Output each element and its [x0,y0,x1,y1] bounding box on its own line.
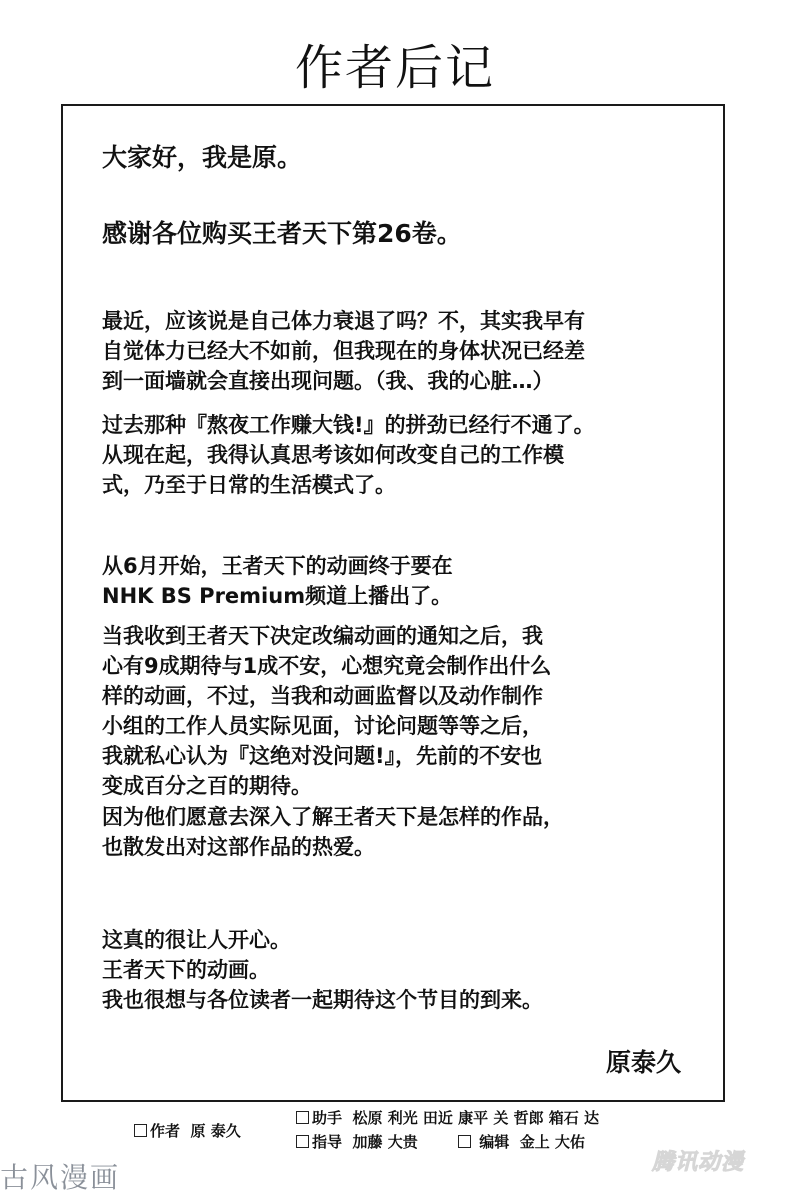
paragraph-2-line-1: 过去那种『熬夜工作赚大钱!』的拼劲已经行不通了。 [102,413,595,437]
checkbox-square-icon [134,1124,147,1137]
paragraph-1-line-1: 最近，应该说是自己体力衰退了吗？不，其实我早有 [102,309,585,333]
paragraph-4-line-5: 我就私心认为『这绝对没问题!』，先前的不安也 [102,744,543,768]
checkbox-square-icon [458,1135,471,1148]
thanks-line: 感谢各位购买王者天下第26卷。 [102,219,462,248]
credit-assistants [296,1108,599,1128]
paragraph-5-line-2: 也散发出对这部作品的热爱。 [102,835,375,859]
paragraph-4-line-6: 变成百分之百的期待。 [102,774,312,798]
paragraph-4-line-1: 当我收到王者天下决定改编动画的通知之后，我 [102,624,543,648]
credit-editor [458,1132,585,1152]
signature: 原泰久 [606,1048,682,1077]
credit-director [296,1132,418,1152]
paragraph-3-line-2: NHK BS Premium频道上播出了。 [102,584,453,608]
checkbox-square-icon [296,1111,309,1124]
paragraph-6-line-1: 这真的很让人开心。 [102,928,291,952]
credit-assistants-names: 松原 利光 田近 康平 关 哲郎 箱石 达 [352,1109,600,1127]
credit-author-role: 作者 [150,1122,181,1140]
paragraph-6-line-2: 王者天下的动画。 [102,958,270,982]
paragraph-1-line-2: 自觉体力已经大不如前，但我现在的身体状况已经差 [102,339,585,363]
credit-assistants-role: 助手 [312,1109,343,1127]
paragraph-1-line-3: 到一面墙就会直接出现问题。（我、我的心脏…） [102,369,554,393]
paragraph-4-line-4: 小组的工作人员实际见面，讨论问题等等之后， [102,714,543,738]
paragraph-2-line-2: 从现在起，我得认真思考该如何改变自己的工作模 [102,443,564,467]
credit-author [134,1121,241,1141]
paragraph-5-line-1: 因为他们愿意去深入了解王者天下是怎样的作品， [102,805,564,829]
watermark-tencent-logo: 腾讯动漫 [652,1150,745,1175]
paragraph-2-line-3: 式，乃至于日常的生活模式了。 [102,473,396,497]
watermark-gufeng-logo: 古风漫画 [0,1161,121,1194]
paragraph-3-line-1: 从6月开始，王者天下的动画终于要在 [102,554,453,578]
page-title: 作者后记 [294,40,495,96]
paragraph-6-line-3: 我也很想与各位读者一起期待这个节目的到来。 [102,988,543,1012]
credit-author-name: 原 泰久 [190,1122,241,1140]
greeting-line: 大家好，我是原。 [102,143,303,172]
credit-editor-role: 编辑 [479,1133,510,1151]
paragraph-4-line-2: 心有9成期待与1成不安，心想究竟会制作出什么 [102,654,552,678]
credit-director-role: 指导 [312,1133,343,1151]
paragraph-4-line-3: 样的动画，不过，当我和动画监督以及动作制作 [102,684,543,708]
credit-editor-names: 金上 大佑 [519,1133,585,1151]
credit-director-names: 加藤 大贵 [352,1133,418,1151]
checkbox-square-icon [296,1135,309,1148]
